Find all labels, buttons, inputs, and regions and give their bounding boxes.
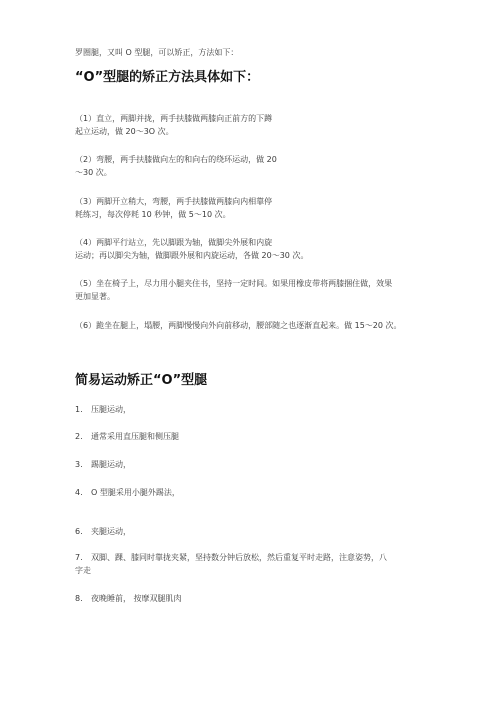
- step-4-line-1: （4）两脚平行站立，先以脚跟为轴，做脚尖外展和内旋: [75, 238, 273, 247]
- step-4-line-2: 运动；再以脚尖为轴，做脚跟外展和内旋运动，各做 20～30 次。: [75, 251, 309, 260]
- list-item-number: 4.: [75, 488, 83, 497]
- list-item: [75, 487, 445, 499]
- list-item-text: 字走: [75, 566, 91, 575]
- list-item-number: 2.: [75, 432, 83, 441]
- step-3-line-2: 耗练习，每次停耗 10 秒钟，做 5～10 次。: [75, 210, 231, 219]
- list-item-text: 踢腿运动，: [91, 460, 131, 469]
- step-3-line-1: （3）两脚开立稍大，弯腰，两手扶膝做两膝向内相靠停: [75, 197, 273, 206]
- step-1-line-1: （1）直立，两脚并拢，两手扶膝做两膝向正前方的下蹲: [75, 114, 273, 123]
- list-item: [75, 431, 445, 443]
- step-5-line-1: （5）坐在椅子上，尽力用小腿夹住书，坚持一定时间。如果用橡皮带将两膝捆住做，效果: [75, 279, 393, 288]
- step-2-line-2: ～30 次。: [75, 168, 112, 177]
- section-heading-correction-methods: “O”型腿的矫正方法具体如下：: [75, 70, 260, 85]
- list-item: [75, 404, 445, 416]
- step-2-line-1: （2）弯腰，两手扶膝做向左的和向右的绕环运动，做 20: [75, 155, 277, 164]
- list-item-text: 夹腿运动，: [91, 527, 131, 536]
- intro-text: 罗圈腿，又叫 O 型腿，可以矫正，方法如下：: [75, 48, 239, 57]
- list-item-number: 7.: [75, 553, 83, 562]
- step-6-line-1: （6）跪坐在腿上，塌腰，两脚慢慢向外向前移动，腰部随之也逐渐直起来。做 15～20 次。: [75, 321, 402, 330]
- list-item-text: O 型腿采用小腿外踢法，: [91, 488, 180, 497]
- list-item-text: 夜晚睡前， 按摩双腿肌肉: [91, 594, 182, 603]
- list-item-text: 双脚、踝、膝同时靠拢夹紧，坚持数分钟后放松，然后重复平时走路，注意姿势，八: [91, 553, 387, 562]
- list-item-number: 3.: [75, 460, 83, 469]
- step-5-line-2: 更加显著。: [75, 292, 115, 301]
- list-item-continuation: [75, 565, 445, 577]
- list-item-number: 8.: [75, 594, 83, 603]
- list-item-text: 通常采用直压腿和侧压腿: [91, 432, 179, 441]
- list-item: [75, 593, 445, 605]
- list-item-number: 1.: [75, 405, 83, 414]
- list-item: [75, 526, 445, 538]
- list-item-number: 6.: [75, 527, 83, 536]
- list-item: [75, 552, 445, 564]
- list-item-text: 压腿运动，: [91, 405, 131, 414]
- section-heading-simple-exercises: 简易运动矫正“O”型腿: [75, 373, 208, 388]
- list-item: [75, 459, 445, 471]
- step-1-line-2: 起立运动，做 20～3O 次。: [75, 127, 174, 136]
